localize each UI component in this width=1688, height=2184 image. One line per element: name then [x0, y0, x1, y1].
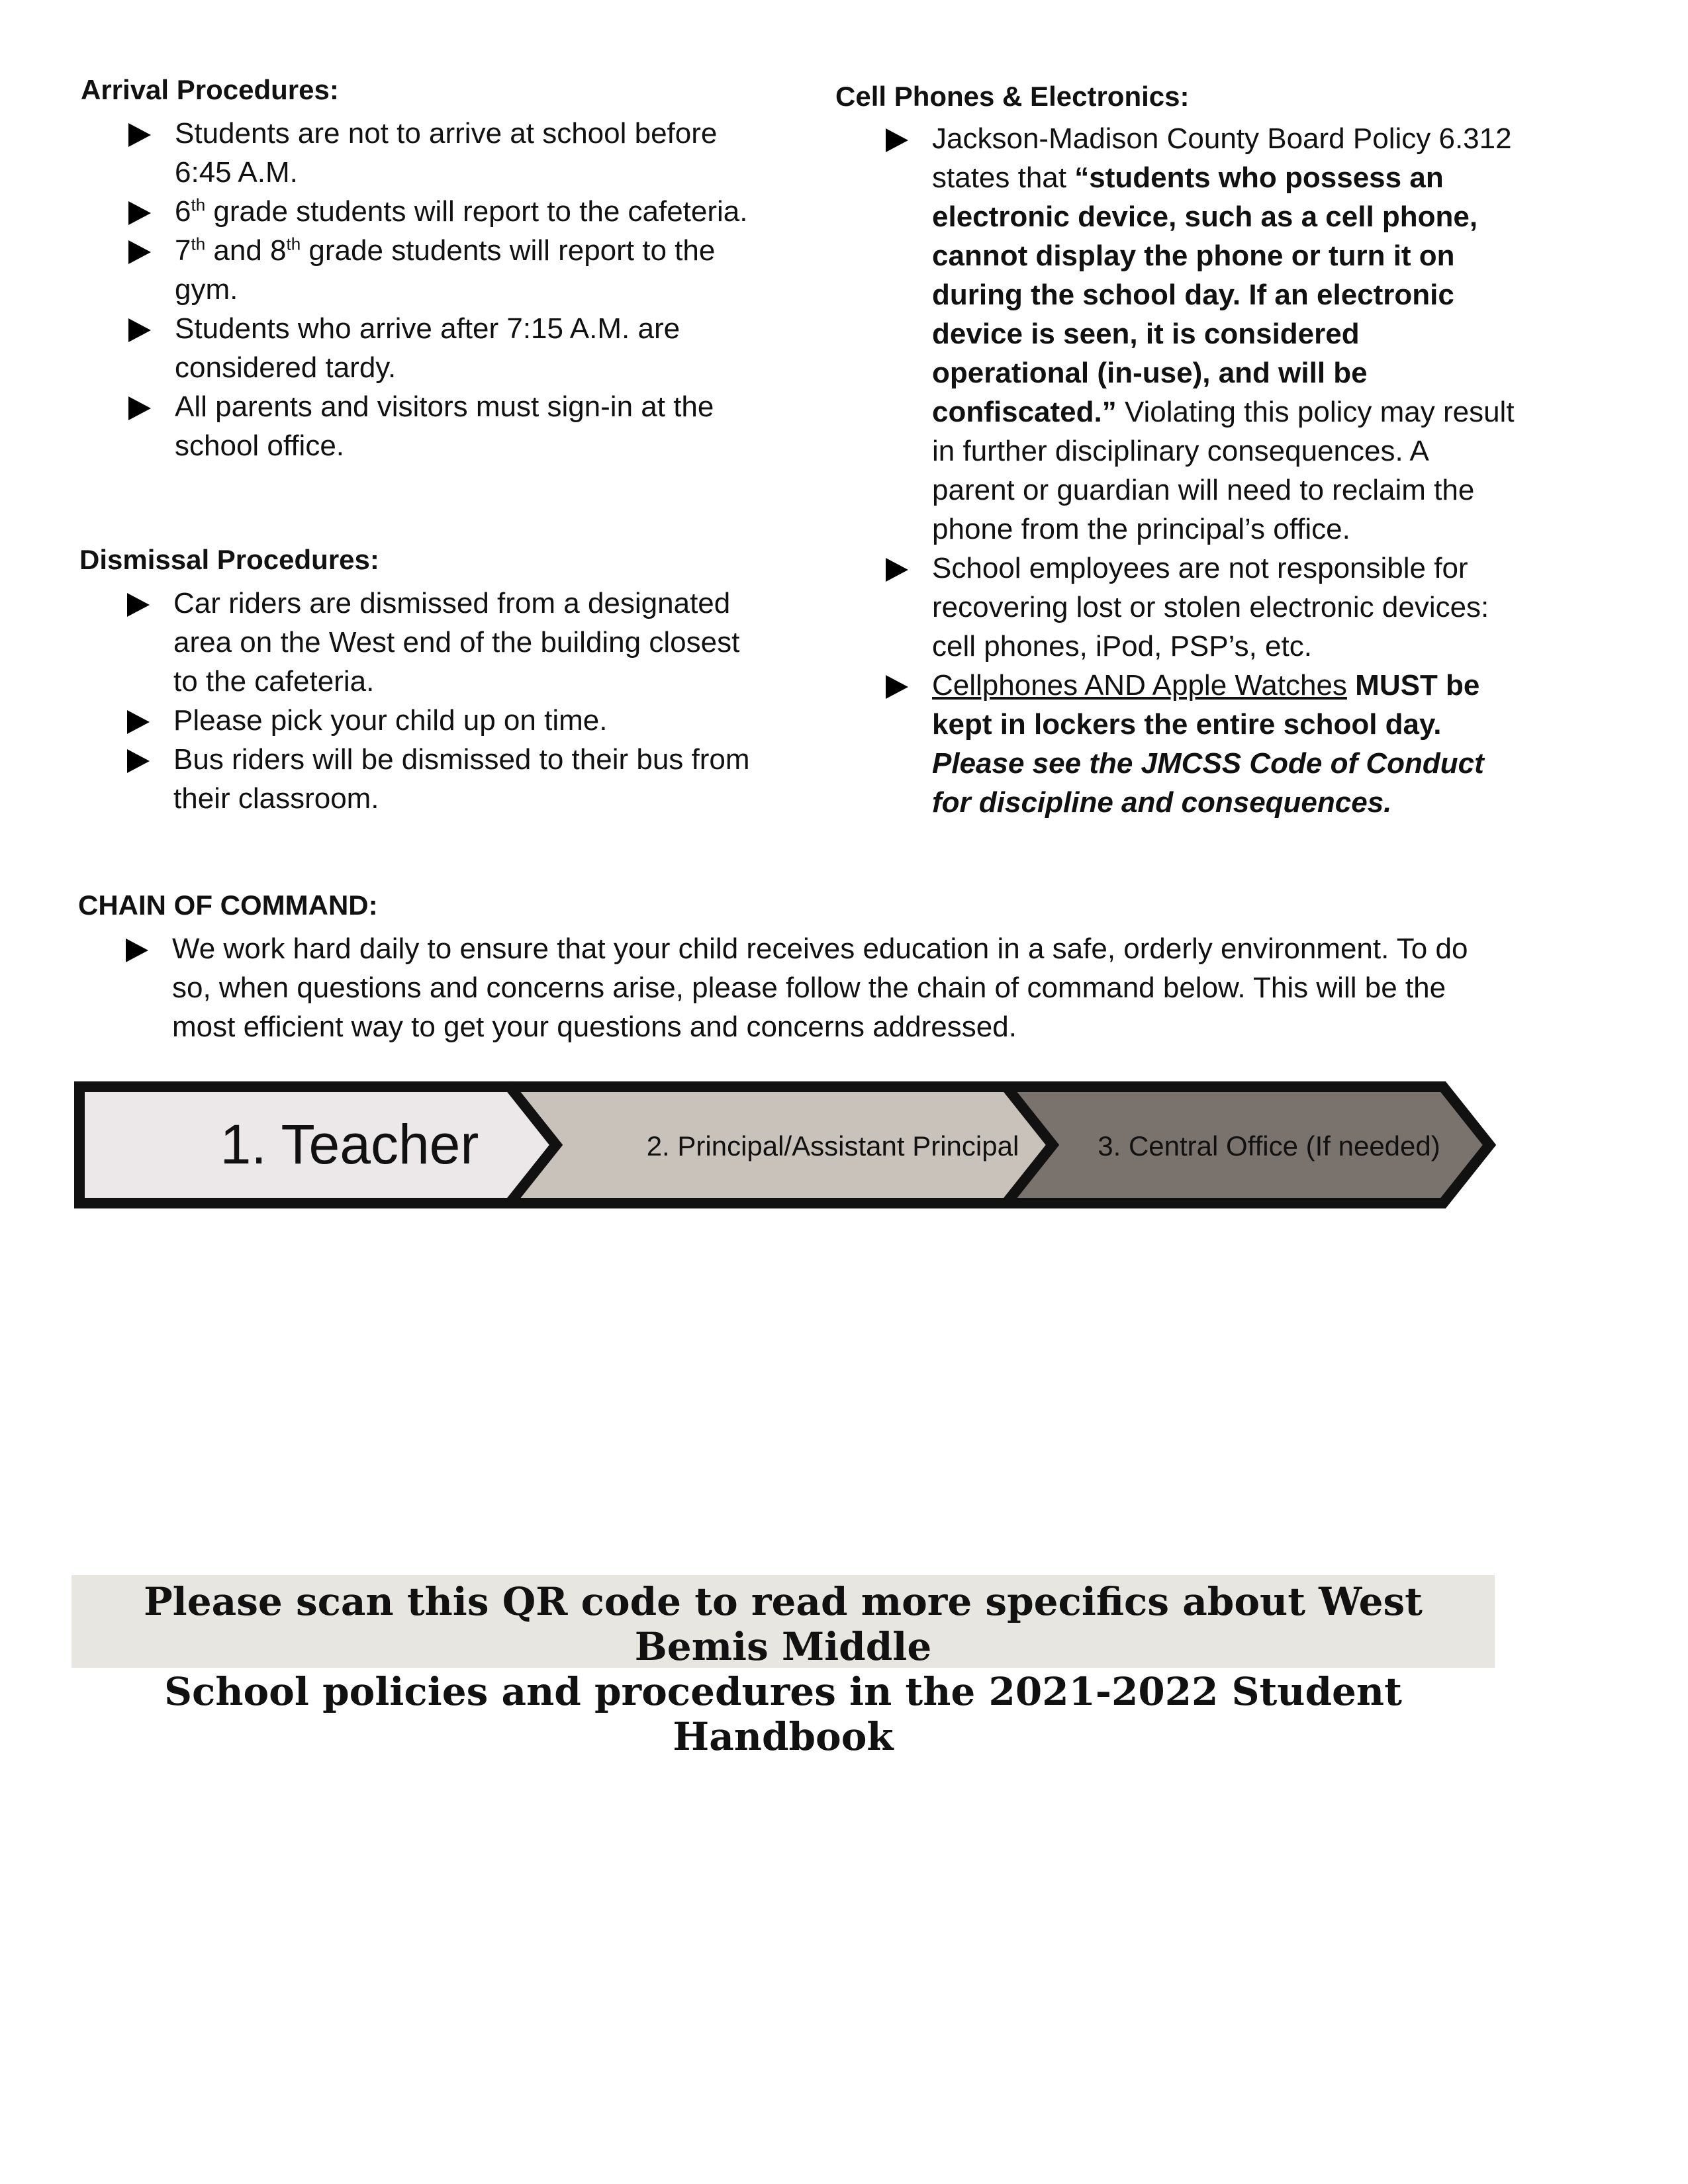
ordinal-suffix: th [191, 195, 206, 215]
bullet-triangle-icon [886, 675, 908, 699]
step-central-office-label: 3. Central Office (If needed) [1098, 1130, 1440, 1161]
dismissal-item-1: Car riders are dismissed from a designated area on the West end of the building closest to the cafeteria. [173, 587, 740, 698]
bullet-triangle-icon [128, 123, 151, 147]
bullet-triangle-icon [127, 593, 150, 617]
chain-of-command-diagram [73, 1079, 1503, 1211]
list-item [128, 231, 763, 309]
list-item [128, 387, 763, 465]
arrival-item-2-text: grade students will report to the cafeteria. [205, 195, 748, 228]
bullet-triangle-icon [127, 749, 150, 773]
qr-code-banner [71, 1575, 1495, 1759]
cellphones-list [886, 119, 1517, 822]
bullet-triangle-icon [128, 396, 151, 420]
dismissal-list [127, 584, 768, 818]
chain-description: We work hard daily to ensure that your child receives education in a safe, orderly environment. To do so, when questions and concerns arise, please follow the chain of command below. This will be the most efficient way to get your questions and concerns addressed. [172, 933, 1468, 1043]
list-item [127, 701, 768, 740]
chain-of-command-section [78, 887, 1508, 1046]
dismissal-section [79, 541, 768, 818]
policy-consequences: Violating this policy may result in further disciplinary consequences. A parent or guardian will need to reclaim the phone from the principal’s office. [932, 396, 1515, 545]
list-item [886, 119, 1517, 549]
policy-quote: “students who possess an electronic device, such as a cell phone, cannot display the phone or turn it on during the school day. If an electronic device is seen, it is considered operational (in-use), and will be confiscated.” [932, 161, 1478, 428]
ordinal-suffix: th [191, 234, 206, 254]
bullet-triangle-icon [127, 710, 150, 734]
step-teacher-label: 1. Teacher [220, 1113, 479, 1175]
step-principal-label: 2. Principal/Assistant Principal [646, 1130, 1019, 1161]
cellphones-heading: Cell Phones & Electronics: [835, 81, 1190, 112]
arrival-item-3-mid: and 8 [205, 234, 287, 267]
dismissal-item-3: Bus riders will be dismissed to their bus from their classroom. [173, 743, 750, 815]
list-item [126, 929, 1508, 1046]
list-item [127, 584, 768, 701]
lockers-rule-underlined: Cellphones AND Apple Watches [932, 669, 1347, 702]
list-item [886, 549, 1517, 666]
list-item [128, 114, 763, 192]
arrival-heading: Arrival Procedures: [81, 74, 339, 105]
bullet-triangle-icon [128, 318, 151, 342]
arrival-section [81, 71, 763, 465]
dismissal-heading: Dismissal Procedures: [79, 544, 379, 575]
arrival-list [128, 114, 763, 465]
qr-banner-line-1: Please scan this QR code to read more specifics about West Bemis Middle [144, 1579, 1423, 1669]
qr-banner-line-2: School policies and procedures in the 2021-2022 Student Handbook [164, 1669, 1402, 1759]
dismissal-item-2: Please pick your child up on time. [173, 704, 608, 737]
bullet-triangle-icon [886, 558, 908, 582]
arrival-item-1: Students are not to arrive at school before 6:45 A.M. [175, 117, 718, 189]
lockers-rule-bold: MUST be kept in lockers the entire school day. [932, 669, 1480, 741]
arrival-item-5: All parents and visitors must sign-in at the school office. [175, 390, 714, 462]
code-of-conduct-note: Please see the JMCSS Code of Conduct for discipline and consequences. [932, 747, 1484, 819]
bullet-triangle-icon [886, 128, 908, 152]
chain-heading: CHAIN OF COMMAND: [78, 889, 378, 921]
employees-not-responsible: School employees are not responsible for recovering lost or stolen electronic devices: cell phones, iPod, PSP’s, etc. [932, 552, 1489, 662]
bullet-triangle-icon [128, 240, 151, 264]
ordinal-suffix: th [286, 234, 301, 254]
arrival-item-4: Students who arrive after 7:15 A.M. are considered tardy. [175, 312, 680, 384]
bullet-triangle-icon [128, 201, 151, 225]
bullet-triangle-icon [126, 938, 148, 962]
list-item [127, 740, 768, 818]
policy-intro: Jackson-Madison County Board Policy 6.312 states that [932, 122, 1512, 194]
arrival-item-3-text: grade students will report to the gym. [175, 234, 716, 306]
chain-list [126, 929, 1508, 1046]
list-item [128, 192, 763, 231]
list-item [128, 309, 763, 387]
arrival-item-2-num: 6 [175, 195, 191, 228]
cellphones-section [835, 78, 1517, 822]
list-item [886, 666, 1517, 822]
arrival-item-3-num: 7 [175, 234, 191, 267]
